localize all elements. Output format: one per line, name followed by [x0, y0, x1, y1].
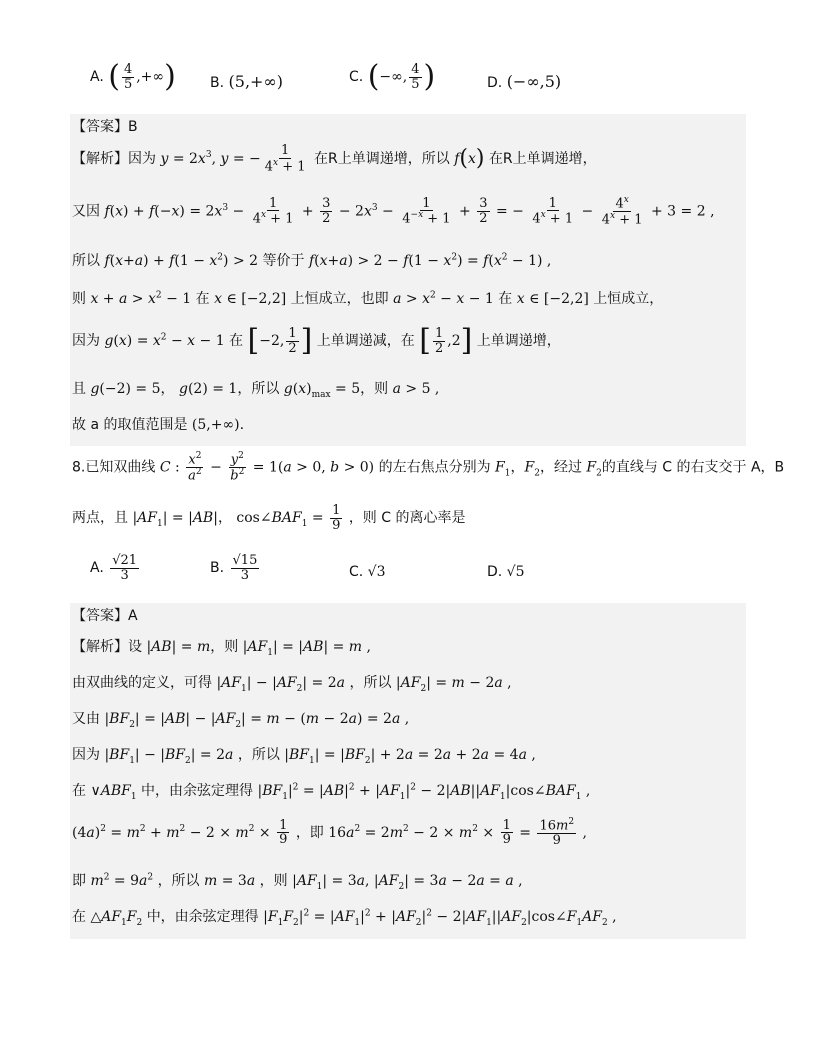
q8-explain-line-5: 在 $\vee ABF_1$ 中，由余弦定理得 $|BF_1|^2 = |AB|^2 + |AF_1|^2$ − $2|AB||AF_1|\cos\angle BAF_1$ , — [72, 782, 591, 802]
q7-explain-line-4: 则 $x + a > x^2 - 1$ 在 x ∈ [−2,2] 上恒成立，也即 $a > x^2 - x - 1$ 在 x ∈ [−2,2] 上恒成立， — [72, 290, 664, 307]
q8-option-b: B. $\frac{√15}{3}$ — [210, 553, 258, 583]
q8-explain-line-4: 因为 $|BF_1| - |BF_2| = 2a$ ，所以 $|BF_1| = |BF_2| + 2a = 2a + 2a = 4a$ , — [72, 747, 536, 766]
q7-option-b: B. (5,+∞) — [210, 72, 283, 91]
q7-explain-line-1: 【解析】因为 $y = 2x^3$, y = − $\frac{1}{4^x + 1}$ 在R上单调递增，所以 f(x) 在R上单调递增， — [72, 143, 597, 174]
q8-explain-line-1: 【解析】设 |AB| = m，则 $|AF_1| = |AB| = m$ , — [72, 639, 371, 658]
q7-option-d: D. (−∞,5) — [487, 72, 562, 91]
q8-option-d: D. √5 — [487, 564, 525, 580]
q8-stem-line-1: 8.已知双曲线 C : $\frac{x^2}{a^2}$ − $\frac{y^2}{b^2}$ = 1(a > 0, b > 0) 的左右焦点分别为 $F_1$，$F_2$，经过 $F_2$的直线与 C 的右支交于 A，B — [72, 451, 785, 484]
q8-explain-line-2: 由双曲线的定义，可得 $|AF_1| - |AF_2| = 2a$ ，所以 $|AF_2| = m - 2a$ , — [72, 675, 512, 694]
q8-option-a: A. $\frac{√21}{3}$ — [90, 553, 138, 583]
q7-explain-line-6: 且 g(−2) = 5， g(2) = 1，所以 $g(x)_{max} = 5$，则 a > 5 , — [72, 381, 440, 400]
q7-answer: 【答案】B — [72, 119, 138, 135]
q7-option-c: C. (−∞, $\frac{4}{5}$ ) — [349, 59, 436, 94]
q8-explain-line-3: 又由 $|BF_2| = |AB| - |AF_2| = m - (m - 2a) = 2a$ , — [72, 711, 410, 730]
q7-option-a: A. ( $\frac{4}{5}$ ,+∞) — [90, 59, 176, 94]
q8-answer: 【答案】A — [72, 608, 138, 624]
q7-explain-line-7: 故 a 的取值范围是 (5,+∞). — [72, 417, 245, 433]
q8-explain-line-8: 在 $\triangle AF_1F_2$ 中，由余弦定理得 $|F_1F_2|^2 = |AF_1|^2 + |AF_2|^2$ − $2|AF_1||AF_2|\cos\angle F_1AF_2$ , — [72, 908, 617, 928]
q7-explain-line-2: 又因 $f(x) + f(-x) = 2x^3$ − $\frac{1}{4^x + 1}$ + $\frac{3}{2}$ − $2x^3$ − $\frac{1}{4^{-x} + 1}$ + $\frac{3}{2}$ = − $\frac{1}{4^x + 1}$ − $\frac{4^x}{4^x + 1}$ + 3 = 2 , — [72, 195, 715, 228]
q7-explain-line-3: 所以 $f(x+a) + f(1 - x^2) > 2$ 等价于 $f(x+a) > 2 - f(1 - x^2) = f(x^2 - 1)$ , — [72, 252, 552, 269]
q8-explain-line-6: $(4a)^2 = m^2 + m^2 - 2 \times m^2$ × $\frac{1}{9}$ ，即 $16a^2 = 2m^2 - 2 \times m^2$ × $\frac{1}{9}$ = $\frac{16m^2}{9}$ , — [72, 817, 587, 848]
q8-stem-line-2: 两点，且 $|AF_1| = |AB|$， $\cos\angle BAF_1$ = $\frac{1}{9}$ ，则 C 的离心率是 — [72, 503, 466, 533]
q8-explain-line-7: 即 $m^2 = 9a^2$ ，所以 m = 3a ，则 $|AF_1| = 3a$, $|AF_2| = 3a - 2a = a$ , — [72, 872, 523, 892]
q8-option-c: C. √3 — [349, 564, 386, 580]
q7-explain-line-5: 因为 $g(x) = x^2 - x - 1$ 在 [−2, $\frac{1}{2}$ ] 上单调递减，在 [ $\frac{1}{2}$ ,2] 上单调递增， — [72, 323, 561, 358]
